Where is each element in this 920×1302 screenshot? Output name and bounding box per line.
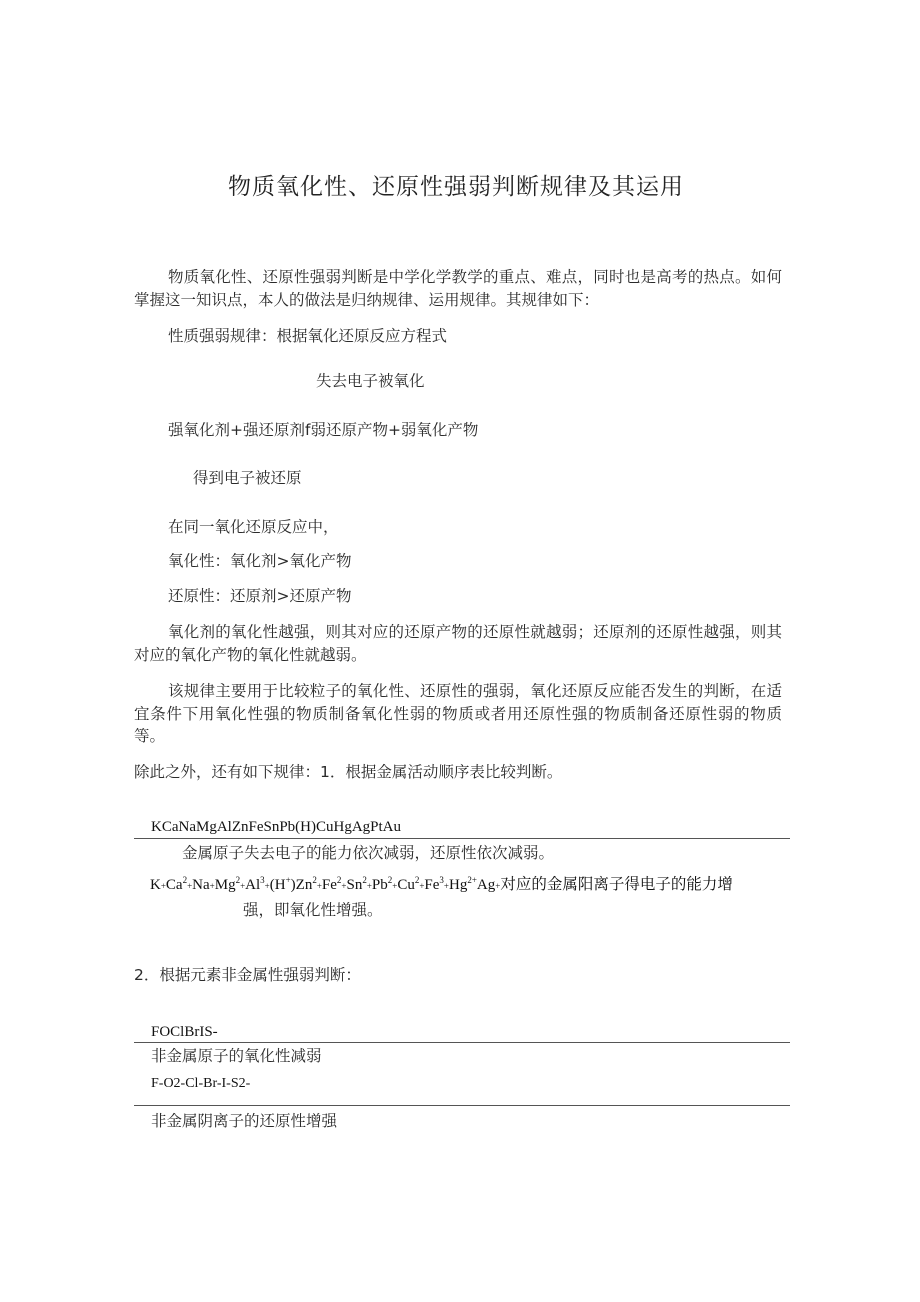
divider-line — [134, 1042, 790, 1043]
anion-note: 非金属阴离子的还原性增强 — [151, 1112, 338, 1130]
intro-paragraph: 物质氧化性、还原性强弱判断是中学化学教学的重点、难点，同时也是高考的热点。如何掌握这一知识点，本人的做法是归纳规律、运用规律。其规律如下： — [134, 268, 782, 309]
diagram-equation: 强氧化剂+强还原剂f弱还原产物+弱氧化产物 — [168, 421, 479, 439]
rule-heading: 性质强弱规律：根据氧化还原反应方程式 — [168, 327, 448, 345]
paragraph-1: 氧化剂的氧化性越强，则其对应的还原产物的还原性就越弱；还原剂的还原性越强，则其对应的氧化产物的氧化性就越弱。 — [134, 623, 782, 664]
same-reaction-text: 在同一氧化还原反应中， — [168, 518, 339, 536]
page-title: 物质氧化性、还原性强弱判断规律及其运用 — [228, 174, 684, 200]
diagram-bottom-label: 得到电子被还原 — [193, 469, 302, 487]
ion-series-tail: 对应的金属阳离子得电子的能力增 — [500, 876, 733, 893]
rule-1-text: 除此之外，还有如下规律：1．根据金属活动顺序表比较判断。 — [134, 763, 563, 781]
diagram-top-label: 失去电子被氧化 — [316, 372, 425, 390]
divider-line — [134, 838, 790, 839]
nonmetal-series: FOClBrIS- — [151, 1024, 218, 1040]
metal-activity-series: KCaNaMgAlZnFeSnPb(H)CuHgAgPtAu — [151, 819, 402, 835]
ion-note-end: 强，即氧化性增强。 — [243, 901, 383, 919]
divider-line — [134, 1105, 790, 1106]
oxidizing-rule: 氧化性：氧化剂>氧化产物 — [168, 552, 352, 570]
anion-series: F-O2-Cl-Br-I-S2- — [151, 1076, 251, 1091]
nonmetal-note: 非金属原子的氧化性减弱 — [151, 1047, 322, 1065]
rule-2-text: 2．根据元素非金属性强弱判断： — [134, 966, 361, 984]
reducing-rule: 还原性：还原剂>还原产物 — [168, 587, 352, 605]
paragraph-2: 该规律主要用于比较粒子的氧化性、还原性的强弱，氧化还原反应能否发生的判断，在适宜条件下用氧化性强的物质制备氧化性弱的物质或者用还原性强的物质制备还原性弱的物质等。 — [134, 682, 782, 745]
metal-note: 金属原子失去电子的能力依次减弱，还原性依次减弱。 — [182, 844, 555, 862]
metal-ion-series: $K+Ca^2+Na+Mg^2+Al^3+(H^+)Zn^2+Fe^2+Sn^2+Pb^2+Cu^2+Fe^3+Hg^{2+}Ag+$对应的金属阳离子得电子的能力增 — [150, 875, 733, 893]
